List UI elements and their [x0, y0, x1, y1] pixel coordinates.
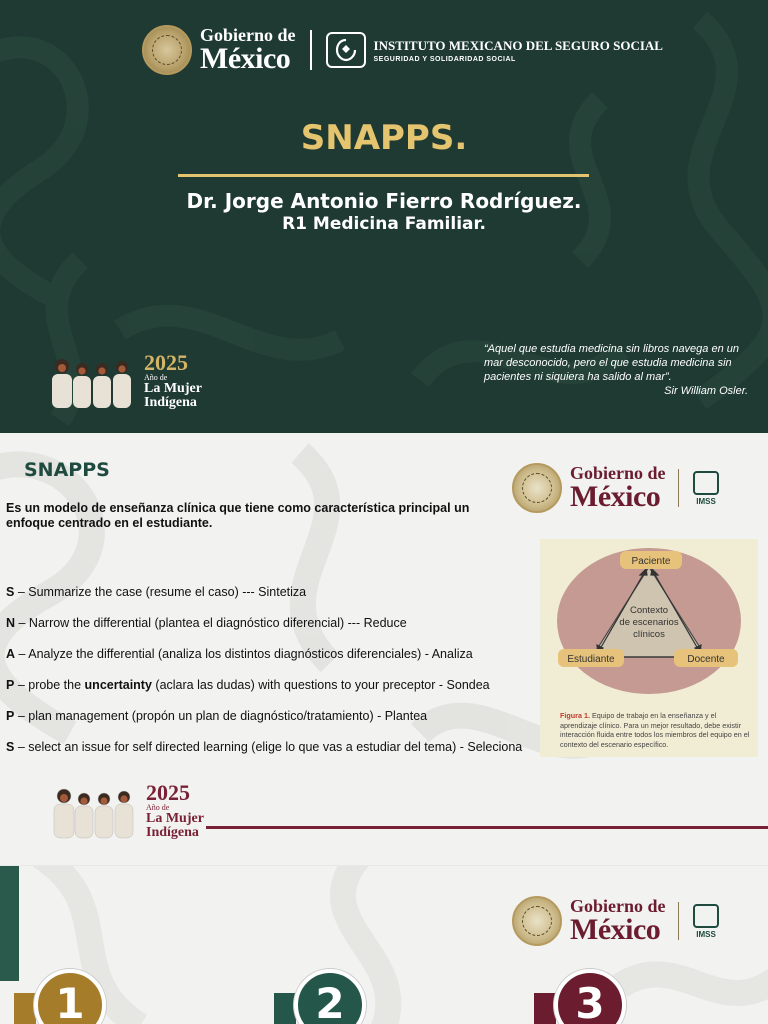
logo-text-line1: Gobierno de: [570, 463, 666, 483]
mexico-seal-icon: [512, 463, 562, 513]
mujer-indigena-badge: [42, 352, 202, 410]
imss-label: IMSS: [696, 496, 716, 506]
logo-text-line1: Gobierno de: [570, 896, 666, 916]
badge-ano: Año de: [146, 803, 170, 812]
badge-year: 2025: [144, 350, 188, 375]
slide-title: SNAPPS: [24, 459, 110, 481]
figure-caption: [560, 711, 750, 749]
number-badge-2: [294, 969, 374, 1024]
indigenous-women-illustration-icon: [44, 782, 142, 840]
step-text: – probe the: [14, 678, 85, 692]
step-emphasis: uncertainty: [84, 678, 152, 692]
team-diagram: [540, 539, 758, 707]
step-letter: S: [6, 740, 15, 754]
logo-divider: [678, 469, 680, 507]
author-role: R1 Medicina Familiar.: [282, 214, 486, 234]
snapps-step: [6, 616, 546, 647]
gobierno-de-mexico-logo: [200, 26, 296, 74]
center-label-2: de escenarios: [619, 617, 679, 628]
badge-number: 1: [34, 969, 106, 1024]
caption-text: Equipo de trabajo en la enseñanza y el aprendizaje clínico. Para un mejor resultado, debe existir interacción fluida entre todos los miembros del equipo en el contexto del escenario específico.: [560, 711, 750, 749]
header-logos: [512, 463, 721, 513]
node-paciente-label: Paciente: [631, 556, 671, 567]
title-underline: [178, 174, 589, 177]
mexico-seal-icon: [512, 896, 562, 946]
step-text: – Summarize the case (resume el caso) --- Sintetiza: [14, 585, 307, 599]
snapps-step: [6, 678, 546, 709]
imss-name: INSTITUTO MEXICANO DEL SEGURO SOCIAL: [373, 37, 663, 53]
imss-logo: [691, 902, 721, 940]
gobierno-de-mexico-logo: [570, 464, 666, 512]
imss-eagle-icon: [693, 904, 719, 928]
header-logos: [142, 24, 663, 76]
quote-author: Sir William Osler.: [664, 385, 748, 397]
center-label-1: Contexto: [629, 605, 669, 616]
footer-divider: [206, 826, 768, 829]
step-letter: P: [6, 709, 15, 723]
numbered-slide: [0, 866, 768, 1024]
mexico-seal-icon: [142, 25, 192, 75]
number-badge-3: [554, 969, 634, 1024]
step-text: – select an issue for self directed learning (elige lo que vas a estudiar del tema) - Seleciona: [14, 740, 523, 754]
logo-text-line2: México: [570, 913, 661, 946]
logo-text-line2: México: [200, 42, 291, 75]
step-text: – Analyze the differential (analiza los distintos diagnósticos diferenciales) - Analiza: [15, 647, 473, 661]
quote-text: “Aquel que estudia medicina sin libros navega en un mar desconocido, pero el que estudia medicina sin pacientes ni siquiera ha salido al mar”.: [484, 343, 739, 383]
step-text: – plan management (propón un plan de diagnóstico/tratamiento) - Plantea: [14, 709, 428, 723]
badge-line2: Indígena: [144, 395, 197, 410]
presentation-title: SNAPPS.: [300, 118, 468, 158]
badge-line1: La Mujer: [146, 811, 204, 826]
snapps-step: [6, 647, 546, 678]
snapps-step: [6, 709, 546, 740]
side-accent-bar: [0, 866, 19, 981]
imss-logo: [691, 469, 721, 507]
logo-divider: [678, 902, 680, 940]
caption-label: Figura 1.: [560, 711, 590, 720]
snapps-step: [6, 585, 546, 616]
step-text: – Narrow the differential (plantea el diagnóstico diferencial) --- Reduce: [15, 616, 407, 630]
year-label: [146, 782, 204, 840]
snapps-step: [6, 740, 546, 771]
teaching-team-figure: [540, 539, 758, 757]
year-label: [144, 352, 202, 410]
logo-text-line1: Gobierno de: [200, 25, 296, 45]
gobierno-de-mexico-logo: [570, 897, 666, 945]
logo-text-line2: México: [570, 480, 661, 513]
mujer-indigena-badge: [44, 782, 204, 840]
step-letter: A: [6, 647, 16, 661]
step-letter: N: [6, 616, 16, 630]
badge-number: 3: [554, 969, 626, 1024]
badge-line2: Indígena: [146, 825, 199, 840]
osler-quote: [484, 342, 752, 398]
badge-year: 2025: [146, 780, 190, 805]
header-logos: [512, 896, 721, 946]
step-letter: S: [6, 585, 15, 599]
indigenous-women-illustration-icon: [42, 352, 140, 410]
step-text-continued: (aclara las dudas) with questions to your preceptor - Sondea: [151, 678, 490, 692]
imss-label: IMSS: [696, 929, 716, 939]
snapps-steps-list: [6, 585, 546, 771]
snapps-slide: [0, 433, 768, 865]
badge-tab: [534, 993, 556, 1024]
imss-eagle-icon: [693, 471, 719, 495]
node-docente-label: Docente: [687, 654, 725, 665]
snapps-definition: Es un modelo de enseñanza clínica que tiene como característica principal un enfoque centrado en el estudiante.: [6, 501, 470, 530]
number-badge-1: [34, 969, 114, 1024]
badge-line1: La Mujer: [144, 381, 202, 396]
node-estudiante-label: Estudiante: [567, 654, 615, 665]
imss-eagle-icon: [326, 32, 366, 68]
author-name: Dr. Jorge Antonio Fierro Rodríguez.: [186, 189, 582, 213]
title-slide: [0, 0, 768, 433]
badge-tab: [274, 993, 296, 1024]
badge-ano: Año de: [144, 373, 168, 382]
step-letter: P: [6, 678, 15, 692]
imss-logo-text: [374, 38, 663, 63]
badge-number: 2: [294, 969, 366, 1024]
imss-slogan: SEGURIDAD Y SOLIDARIDAD SOCIAL: [373, 55, 516, 63]
badge-tab: [14, 993, 36, 1024]
logo-divider: [310, 30, 312, 70]
center-label-3: clínicos: [633, 629, 665, 640]
